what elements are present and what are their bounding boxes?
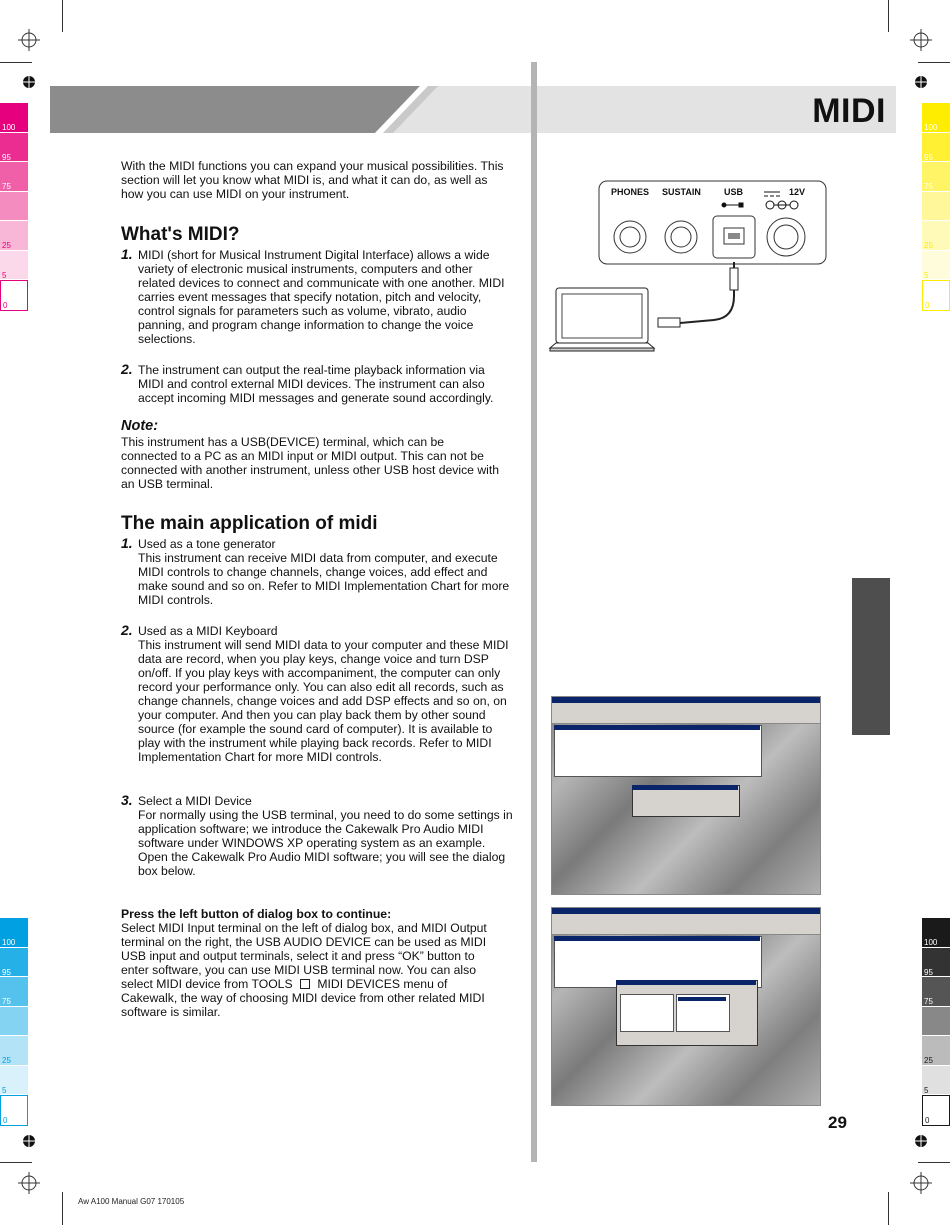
color-patch-label: 75 xyxy=(924,997,933,1006)
color-patch xyxy=(922,192,950,222)
color-patch xyxy=(922,251,950,281)
item-number: 2. xyxy=(121,361,133,377)
item-number: 2. xyxy=(121,622,133,638)
software-screenshot-midi-outputs xyxy=(551,696,821,895)
color-patch xyxy=(0,251,28,281)
item-text: For normally using the USB terminal, you need to do some settings in application software; we introduce the Cakewalk Pro Audio MIDI software under WINDOWS XP operating system as an example. xyxy=(138,808,513,850)
crop-mark xyxy=(0,62,32,63)
footer-text: Aw A100 Manual G07 170105 xyxy=(78,1197,185,1206)
panel-label-usb: USB xyxy=(724,187,744,197)
section-heading-whats-midi: What's MIDI? xyxy=(121,224,240,245)
color-patch xyxy=(0,977,28,1007)
item-number: 1. xyxy=(121,535,133,551)
section-tab xyxy=(852,578,890,735)
color-patch-label: 100 xyxy=(924,938,938,947)
color-patch xyxy=(922,948,950,978)
item-text: MIDI (short for Musical Instrument Digital Interface) allows a wide variety of electronic musical instruments, computers and other related devices to connect and communicate with one another. MIDI carries event messages that specify notation, pitch and velocity, control signals for parameters such as volume, vibrato, audio panning, and program change information to change the voice selections. xyxy=(138,248,505,346)
color-patch-label: 5 xyxy=(924,270,929,280)
registration-mark-icon xyxy=(18,29,40,51)
color-patch-label: 25 xyxy=(924,241,933,250)
item-title: Used as a tone generator xyxy=(138,537,276,551)
color-patch xyxy=(922,1066,950,1096)
crop-mark xyxy=(62,0,63,32)
registration-mark-icon xyxy=(910,1172,932,1194)
section-heading-main-application: The main application of midi xyxy=(121,513,378,534)
color-patch xyxy=(0,280,28,311)
color-patch xyxy=(922,1007,950,1037)
color-patch xyxy=(922,918,950,948)
color-patch-label: 95 xyxy=(924,152,933,162)
page-title: MIDI xyxy=(812,92,886,130)
header-banner xyxy=(50,86,896,133)
color-patch xyxy=(922,1095,950,1126)
color-patch xyxy=(0,1066,28,1096)
crop-mark xyxy=(888,0,889,32)
item-text: This instrument can receive MIDI data from computer, and execute MIDI controls to change channels, change voices, add effect and make sound and so on. Refer to MIDI Implementation Chart for more MIDI controls. xyxy=(138,551,510,607)
instruction-text-part: Select MIDI Input terminal on the left of dialog box, and MIDI Output terminal on the right, the USB AUDIO DEVICE can be used as MIDI USB input and output terminals, select it and press “OK” button to enter software, you can use MIDI USB terminal now. You can also select MIDI device from TOOLS xyxy=(121,921,487,991)
color-patch xyxy=(0,221,28,251)
crop-mark xyxy=(888,1192,889,1225)
color-patch-label: 5 xyxy=(2,270,7,280)
intro-paragraph: With the MIDI functions you can expand your musical possibilities. This section will let you know what MIDI is, and what it can do, as well as how you can use MIDI on your instrument. xyxy=(121,159,504,201)
item-number: 1. xyxy=(121,246,133,262)
color-patch-label: 75 xyxy=(924,182,933,191)
instruction-text xyxy=(121,921,503,1019)
panel-label-sustain: SUSTAIN xyxy=(662,187,701,197)
registration-mark-icon xyxy=(18,1172,40,1194)
color-bar-cyan xyxy=(0,918,28,1126)
item-text: The instrument can output the real-time playback information via MIDI and control external MIDI devices. The instrument can also accept incoming MIDI messages and generate sound accordingly. xyxy=(138,363,494,405)
color-patch xyxy=(922,133,950,163)
color-patch xyxy=(922,1036,950,1066)
color-patch-label: 100 xyxy=(2,938,16,947)
page-number: 29 xyxy=(828,1113,847,1132)
color-patch-label: 100 xyxy=(2,123,16,132)
color-patch xyxy=(922,977,950,1007)
crop-mark xyxy=(918,62,950,63)
registration-mark-icon xyxy=(910,29,932,51)
item-title: Used as a MIDI Keyboard xyxy=(138,624,278,638)
color-patch xyxy=(922,103,950,133)
panel-label-phones: PHONES xyxy=(611,187,650,197)
color-patch xyxy=(0,1095,28,1126)
color-patch-label: 75 xyxy=(2,997,11,1006)
color-patch-label: 0 xyxy=(925,1116,930,1125)
usb-connection-diagram xyxy=(548,178,830,363)
color-patch-label: 25 xyxy=(2,1056,11,1065)
color-patch-label: 25 xyxy=(924,1056,933,1065)
color-patch xyxy=(0,918,28,948)
color-bar-yellow xyxy=(922,103,950,311)
color-patch-label: 5 xyxy=(924,1085,929,1095)
item-text: This instrument will send MIDI data to your computer and these MIDI data are record, when you play keys, change voice and turn DSP on/off. If you play keys with accompaniment, the computer can only record your performance only. You can also edit all records, such as change channels, change voices and add DSP effects and so on, on your computer. And then you can play back them by other sound source (for example the sound card of computer). It is available to play with the instrument while playing back records. Refer to MIDI Implementation Chart for more MIDI controls. xyxy=(138,638,509,764)
color-bar-black xyxy=(922,918,950,1126)
list-item xyxy=(121,248,513,346)
color-patch-label: 75 xyxy=(2,182,11,191)
color-patch-label: 95 xyxy=(2,152,11,162)
item-text: Open the Cakewalk Pro Audio MIDI software; you will see the dialog box below. xyxy=(138,850,506,878)
color-patch-label: 0 xyxy=(925,301,930,310)
color-patch xyxy=(922,221,950,251)
instruction-text-part: MIDI DEVICES menu of Cakewalk, the way of choosing MIDI device from other related MIDI software is similar. xyxy=(121,977,485,1019)
color-patch-label: 5 xyxy=(2,1085,7,1095)
crop-mark xyxy=(918,1162,950,1163)
color-patch-label: 0 xyxy=(3,1116,8,1125)
color-patch-label: 0 xyxy=(3,301,8,310)
color-patch-label: 95 xyxy=(924,967,933,977)
crop-mark xyxy=(62,1192,63,1225)
menu-arrow-icon xyxy=(300,979,310,989)
note-text: This instrument has a USB(DEVICE) terminal, which can be connected to a PC as an MIDI input or MIDI output. This can not be connected with another instrument, unless other USB host device with an USB terminal. xyxy=(121,435,500,491)
color-patch-label: 95 xyxy=(2,967,11,977)
color-patch-label: 25 xyxy=(2,241,11,250)
color-patch xyxy=(0,162,28,192)
color-patch xyxy=(0,103,28,133)
software-screenshot-midi-ports xyxy=(551,907,821,1106)
registration-dot-icon xyxy=(910,1130,932,1152)
crop-mark xyxy=(0,1162,32,1163)
list-item xyxy=(121,363,513,405)
registration-dot-icon xyxy=(910,71,932,93)
registration-dot-icon xyxy=(18,71,40,93)
color-patch xyxy=(0,1007,28,1037)
color-bar-magenta xyxy=(0,103,28,311)
color-patch xyxy=(0,948,28,978)
color-patch xyxy=(922,162,950,192)
list-item xyxy=(121,624,513,764)
registration-dot-icon xyxy=(18,1130,40,1152)
column-divider xyxy=(531,62,537,1162)
panel-label-12v: 12V xyxy=(789,187,806,197)
color-patch xyxy=(0,1036,28,1066)
instruction-heading: Press the left button of dialog box to continue: xyxy=(121,907,392,921)
list-item xyxy=(121,794,513,878)
item-number: 3. xyxy=(121,792,133,808)
list-item xyxy=(121,537,513,607)
color-patch xyxy=(922,280,950,311)
color-patch-label: 100 xyxy=(924,123,938,132)
color-patch xyxy=(0,133,28,163)
item-title: Select a MIDI Device xyxy=(138,794,252,808)
note-label: Note: xyxy=(121,418,159,434)
color-patch xyxy=(0,192,28,222)
